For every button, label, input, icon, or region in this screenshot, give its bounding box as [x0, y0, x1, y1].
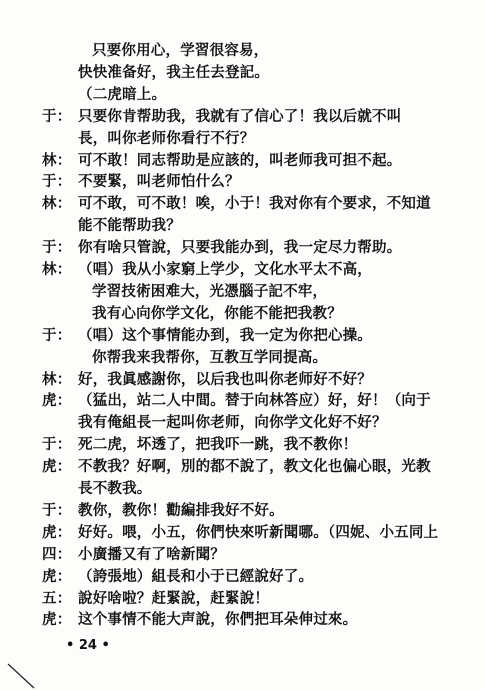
line-text: 長，叫你老师你看行不行？	[78, 129, 255, 147]
speaker-label: 林：	[42, 370, 72, 388]
line-text: 你有啥只管說，只要我能办到，我一定尽力帮助。	[78, 239, 402, 257]
line-text: 我有心向你学文化，你能不能把我教？	[92, 304, 342, 322]
line-text: 学習技術困难大，光憑腦子記不牢，	[92, 282, 328, 300]
line-text: 快快准备好，我主任去登記。	[78, 63, 270, 81]
line-text: （誇張地）組長和小于已經說好了。	[78, 567, 314, 585]
speaker-label: 虎：	[42, 458, 72, 476]
line-text: 教你，教你！勸編排我好不好。	[78, 501, 284, 519]
line-text: 好好。喂，小五，你們快來听新聞哪。（四妮、小五同上	[78, 523, 439, 541]
speaker-label: 四：	[42, 545, 72, 563]
line-text: 好，我眞感謝你，以后我也叫你老师好不好？	[78, 370, 372, 388]
line-text: （唱）我从小家窮上学少，文化水平太不高，	[78, 261, 372, 278]
speaker-label: 虎：	[42, 611, 72, 629]
line-text: 小廣播又有了啥新聞？	[78, 545, 225, 563]
speaker-label: 虎：	[42, 392, 72, 410]
line-text: 这个事情不能大声說，你們把耳朵伸过來。	[78, 611, 358, 629]
line-text: 不要緊，叫老师怕什么？	[78, 173, 240, 191]
line-text: （二虎暗上。	[78, 85, 167, 103]
line-text: 只要你肯帮助我，我就有了信心了！我以后就不叫	[78, 107, 402, 125]
line-text: 長不教我。	[78, 480, 152, 497]
line-text: 我有俺組長一起叫你老师，向你学文化好不好？	[78, 414, 387, 432]
line-text: 可不敢，可不敢！唉，小于！我对你有个要求，不知道	[78, 195, 431, 213]
speaker-label: 于：	[42, 326, 72, 344]
speaker-label: 虎：	[42, 523, 72, 541]
page-number: • 24 •	[66, 638, 110, 653]
speaker-label: 林：	[42, 195, 72, 213]
line-text: （唱）这个事情能办到，我一定为你把心操。	[78, 326, 372, 344]
speaker-label: 林：	[42, 261, 72, 278]
line-text: 你帮我来我帮你，互教互学同提高。	[92, 348, 328, 366]
line-text: 可不敢！同志帮助是应該的，叫老师我可担不起。	[78, 151, 402, 169]
speaker-label: 虎：	[42, 567, 72, 585]
speaker-label: 于：	[42, 436, 72, 454]
line-text: 只要你用心，学習很容易，	[92, 42, 269, 59]
speaker-label: 林：	[42, 151, 72, 169]
speaker-label: 五：	[42, 589, 72, 607]
speaker-label: 于：	[42, 173, 72, 191]
line-text: 說好啥啦？赶緊說，赶緊說！	[78, 589, 270, 607]
speaker-label: 于：	[42, 107, 72, 125]
scan-corner-mark	[4, 662, 44, 690]
speaker-label: 于：	[42, 501, 72, 519]
line-text: 不教我？好啊，別的都不說了，教文化也偏心眼，光教	[78, 458, 431, 476]
line-text: 能不能帮助我？	[78, 217, 181, 235]
speaker-label: 于：	[42, 239, 72, 257]
line-text: 死二虎，坏透了，把我吓一跳，我不教你！	[78, 436, 358, 454]
line-text: （猛出，站二人中間。替于向林答应）好，好！（向于	[78, 392, 431, 410]
